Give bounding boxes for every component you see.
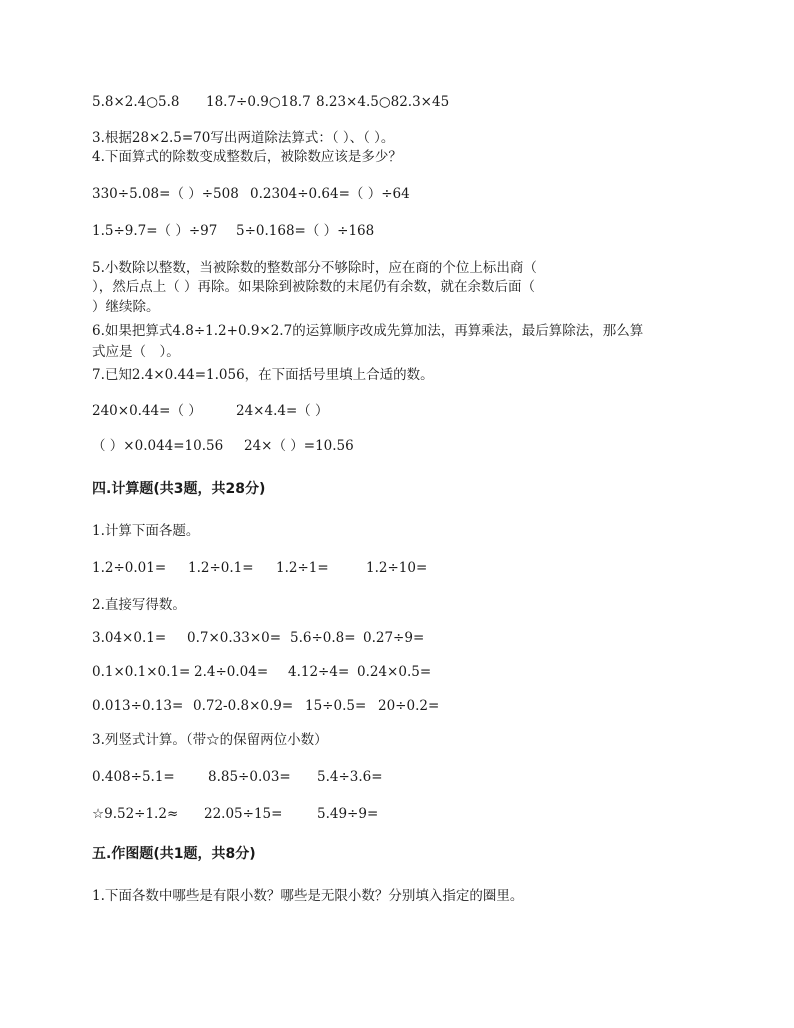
- section-4-heading: 四.计算题(共3题，共28分): [92, 481, 266, 497]
- calc-question-2: 2.直接写得数。: [92, 597, 186, 613]
- equation: 1.2÷0.1=: [188, 560, 254, 576]
- equation: 1.2÷10=: [366, 560, 428, 576]
- mental-row-2: [92, 662, 431, 682]
- equation: 1.2÷1=: [276, 560, 329, 576]
- equation: 22.05÷15=: [204, 806, 283, 822]
- equation: 0.72-0.8×0.9=: [193, 698, 294, 714]
- equation: 24×（ ）=10.56: [244, 438, 354, 454]
- equation: 4.12÷4=: [288, 664, 350, 680]
- q4-row-1: [92, 184, 410, 204]
- equation: 8.85÷0.03=: [208, 769, 291, 785]
- vertical-row-1: [92, 767, 383, 787]
- question-6-line-2: 式应是（ ）。: [92, 344, 180, 360]
- equation: 0.7×0.33×0=: [187, 630, 282, 646]
- equation: 5.4÷3.6=: [317, 769, 383, 785]
- question-7: 7.已知2.4×0.44=1.056，在下面括号里填上合适的数。: [92, 367, 434, 383]
- mental-row-3: [92, 696, 439, 716]
- equation: （ ）×0.044=10.56: [92, 438, 224, 454]
- compare-item: 5.8×2.4○5.8: [92, 94, 180, 110]
- equation: 5.6÷0.8=: [290, 630, 356, 646]
- equation: 330÷5.08=（ ）÷508: [92, 186, 239, 202]
- equation: 3.04×0.1=: [92, 630, 167, 646]
- q7-row-1: [92, 401, 329, 421]
- calc-row-1: [92, 558, 427, 578]
- equation: 0.27÷9=: [363, 630, 425, 646]
- mental-row-1: [92, 628, 424, 648]
- compare-row: [92, 92, 449, 112]
- q4-row-2: [92, 221, 374, 241]
- equation: 0.013÷0.13=: [92, 698, 184, 714]
- question-5-line-2: ），然后点上（ ）再除。如果除到被除数的末尾仍有余数，就在余数后面（: [92, 279, 536, 295]
- vertical-row-2: [92, 804, 378, 824]
- equation: 2.4÷0.04=: [194, 664, 269, 680]
- section-5-heading: 五.作图题(共1题，共8分): [92, 846, 256, 862]
- question-6-line-1: 6.如果把算式4.8÷1.2+0.9×2.7的运算顺序改成先算加法，再算乘法，最后算除法，那么算: [92, 323, 644, 339]
- question-5-line-1: 5.小数除以整数，当被除数的整数部分不够除时，应在商的个位上标出商（: [92, 260, 537, 276]
- drawing-question-1: 1.下面各数中哪些是有限小数？哪些是无限小数？分别填入指定的圈里。: [92, 888, 524, 904]
- equation: 15÷0.5=: [305, 698, 367, 714]
- question-3: 3.根据28×2.5=70写出两道除法算式：（ ）、（ ）。: [92, 130, 395, 146]
- calc-question-3: 3.列竖式计算。（带☆的保留两位小数）: [92, 732, 328, 748]
- question-5-line-3: ）继续除。: [92, 299, 160, 315]
- equation: 5÷0.168=（ ）÷168: [236, 223, 375, 239]
- equation: 0.2304÷0.64=（ ）÷64: [250, 186, 410, 202]
- equation: 5.49÷9=: [317, 806, 379, 822]
- equation: 0.1×0.1×0.1=: [92, 664, 191, 680]
- calc-question-1: 1.计算下面各题。: [92, 523, 200, 539]
- equation: 0.408÷5.1=: [92, 769, 175, 785]
- equation: ☆9.52÷1.2≈: [92, 806, 179, 822]
- compare-item: 8.23×4.5○82.3×45: [316, 94, 450, 110]
- question-4: 4.下面算式的除数变成整数后，被除数应该是多少？: [92, 149, 402, 165]
- equation: 24×4.4=（ ）: [236, 403, 329, 419]
- equation: 1.5÷9.7=（ ）÷97: [92, 223, 218, 239]
- equation: 20÷0.2=: [378, 698, 440, 714]
- equation: 240×0.44=（ ）: [92, 403, 202, 419]
- equation: 0.24×0.5=: [357, 664, 432, 680]
- q7-row-2: [92, 436, 354, 456]
- equation: 1.2÷0.01=: [92, 560, 167, 576]
- compare-item: 18.7÷0.9○18.7: [206, 94, 311, 110]
